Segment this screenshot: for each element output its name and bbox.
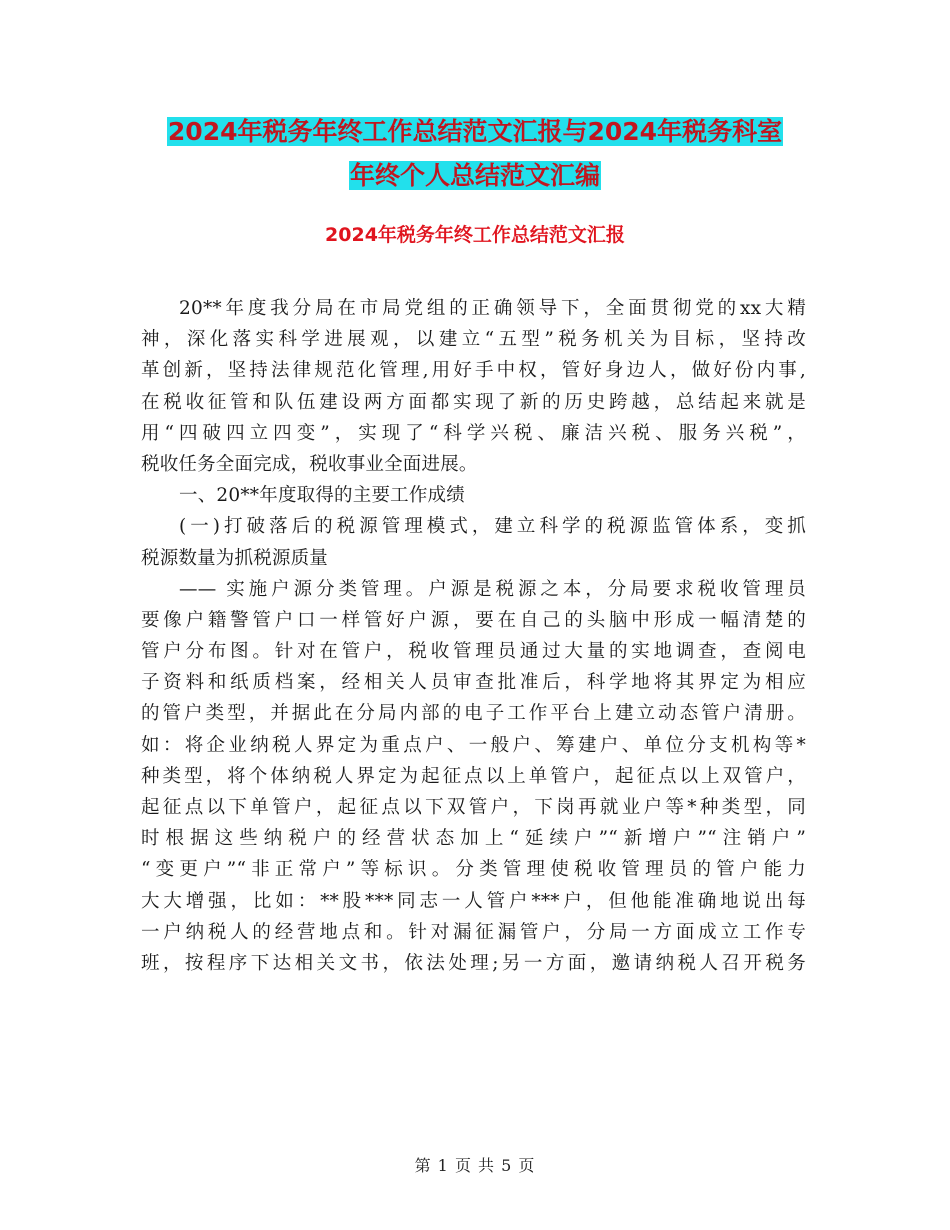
body-text [141,293,806,979]
paragraph-line: 用“四破四立四变”，实现了“科学兴税、廉洁兴税、服务兴税”， [141,422,806,444]
heading-line: 一、20**年度取得的主要工作成绩 [179,485,465,507]
paragraph-line: 时根据这些纳税户的经营状态加上“延续户”“新增户”“注销户” [141,828,806,850]
paragraph-line: 班，按程序下达相关文书，依法处理;另一方面，邀请纳税人召开税务 [141,952,806,974]
paragraph-line: —— 实施户源分类管理。户源是税源之本，分局要求税收管理员 [179,578,806,600]
paragraph-line: 20**年度我分局在市局党组的正确领导下，全面贯彻党的xx大精 [179,298,806,319]
paragraph-line: “变更户”“非正常户”等标识。分类管理使税收管理员的管户能力 [141,859,806,881]
paragraph-line: 的管户类型，并据此在分局内部的电子工作平台上建立动态管户清册。 [141,703,806,725]
paragraph-line: 种类型，将个体纳税人界定为起征点以上单管户，起征点以上双管户， [141,765,806,787]
paragraph-line: 要像户籍警管户口一样管好户源，要在自己的头脑中形成一幅清楚的 [141,609,806,631]
paragraph-line: 革创新，坚持法律规范化管理,用好手中权，管好身边人，做好份内事, [141,360,806,382]
paragraph-line: 在税收征管和队伍建设两方面都实现了新的历史跨越，总结起来就是 [141,391,806,413]
paragraph-line: 子资料和纸质档案，经相关人员审查批准后，科学地将其界定为相应 [141,672,806,694]
document-title-line-2: 年终个人总结范文汇编 [349,161,600,190]
paragraph-line: 起征点以下单管户，起征点以下双管户，下岗再就业户等*种类型，同 [141,797,806,818]
paragraph-line: 大大增强，比如：**股***同志一人管户***户，但他能准确地说出每 [141,890,806,912]
paragraph-line: 如：将企业纳税人界定为重点户、一般户、筹建户、单位分支机构等* [141,734,806,756]
paragraph-line: (一)打破落后的税源管理模式，建立科学的税源监管体系，变抓 [179,516,806,538]
paragraph-line: 税收任务全面完成，税收事业全面进展。 [141,453,478,475]
document-title-line-1: 2024年税务年终工作总结范文汇报与2024年税务科室 [167,117,783,146]
paragraph-line: 管户分布图。针对在管户，税收管理员通过大量的实地调查，查阅电 [141,641,806,663]
document-title [0,110,950,198]
paragraph-line: 税源数量为抓税源质量 [141,547,329,569]
section-title: 2024年税务年终工作总结范文汇报 [325,224,625,246]
page-footer: 第 1 页 共 5 页 [414,1156,536,1175]
paragraph-line: 神，深化落实科学进展观，以建立“五型”税务机关为目标，坚持改 [141,329,806,351]
paragraph-line: 一户纳税人的经营地点和。针对漏征漏管户，分局一方面成立工作专 [141,921,806,943]
